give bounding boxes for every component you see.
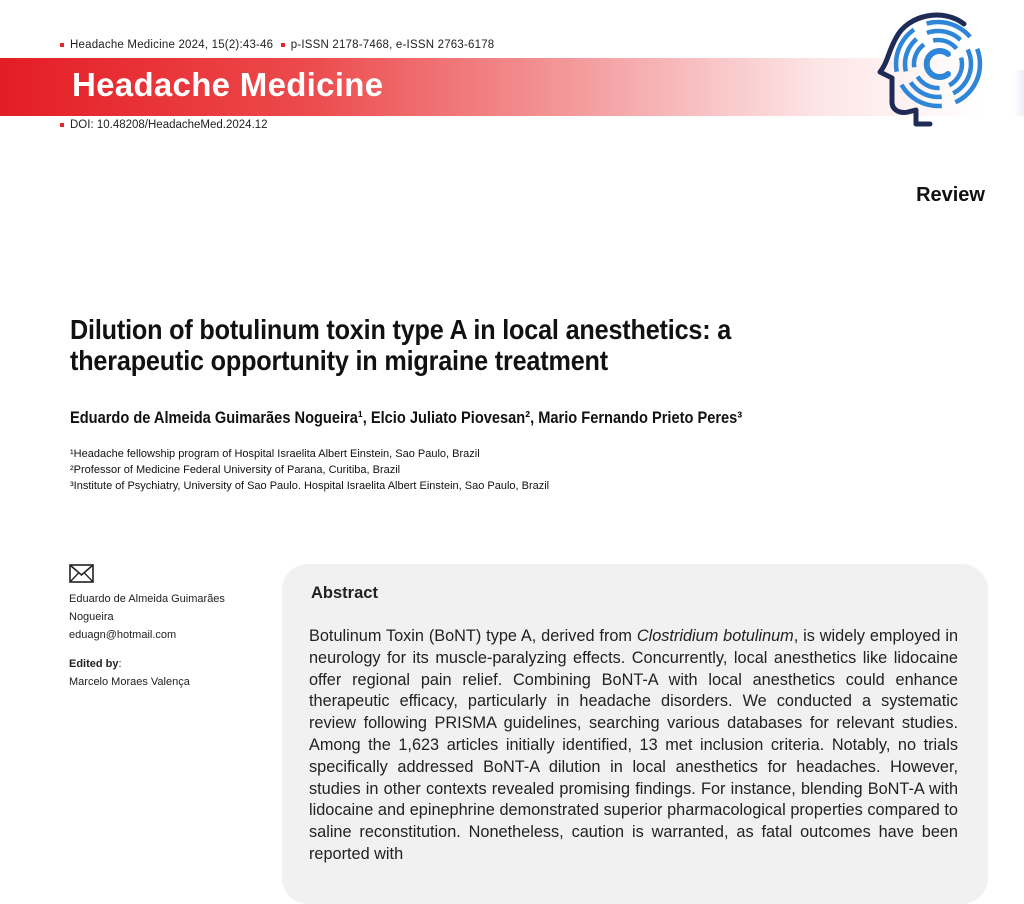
- journal-citation: Headache Medicine 2024, 15(2):43-46: [70, 39, 274, 51]
- abstract-text: [309, 626, 958, 866]
- abstract-heading: Abstract: [311, 584, 378, 602]
- corresponding-author-name: Eduardo de Almeida Guimarães Nogueira: [69, 593, 225, 623]
- abstract-italic-term: Clostridium botulinum: [636, 627, 794, 645]
- bullet-marker: [281, 43, 285, 47]
- affiliation-list: [70, 446, 549, 494]
- affiliation-item: ³Institute of Psychiatry, University of Sao Paulo. Hospital Israelita Albert Einstein, Sao Paulo, Brazil: [70, 480, 550, 492]
- author-list: Eduardo de Almeida Guimarães Nogueira¹, Elcio Juliato Piovesan², Mario Fernando Prieto Peres³: [70, 408, 743, 427]
- corresponding-author-email[interactable]: eduagn@hotmail.com: [69, 629, 177, 641]
- correspondence-panel: [69, 590, 259, 691]
- journal-head-logo-icon: [872, 10, 996, 134]
- editor-name: Marcelo Moraes Valença: [69, 676, 190, 688]
- issn-text: p-ISSN 2178-7468, e-ISSN 2763-6178: [290, 39, 495, 51]
- edited-by-colon: :: [118, 658, 122, 670]
- page-edge-shadow: [1014, 70, 1024, 116]
- envelope-icon: [69, 564, 94, 583]
- doi-link[interactable]: DOI: 10.48208/HeadacheMed.2024.12: [70, 119, 268, 131]
- doi-line: [60, 119, 268, 131]
- abstract-text-part-1: Botulinum Toxin (BoNT) type A, derived from: [309, 627, 637, 645]
- edited-by-label: Edited by: [69, 658, 119, 670]
- paper-title: Dilution of botulinum toxin type A in local anesthetics: a therapeutic opportunity in migraine treatment: [70, 314, 732, 376]
- bullet-marker: [60, 43, 64, 47]
- affiliation-item: ¹Headache fellowship program of Hospital Israelita Albert Einstein, Sao Paulo, Brazil: [70, 448, 480, 460]
- journal-name: Headache Medicine: [72, 66, 384, 103]
- bullet-marker: [60, 123, 64, 127]
- edited-by-line: [69, 655, 259, 673]
- article-type-label: Review: [916, 184, 985, 206]
- affiliation-item: ²Professor of Medicine Federal University of Parana, Curitiba, Brazil: [70, 464, 401, 476]
- abstract-text-part-2: , is widely employed in neurology for its muscle-paralyzing effects. Concurrently, local anesthetics like lidocaine offer regional pain relief. Combining BoNT-A with local anesthetics could enhance therapeutic efficacy, particularly in headache disorders. We conducted a systematic review following PRISMA guidelines, searching various databases for relevant studies. Among the 1,623 articles initially identified, 13 met inclusion criteria. Notably, no trials specifically addressed BoNT-A dilution in local anesthetics for headaches. However, studies in other contexts revealed promising findings. For instance, blending BoNT-A with lidocaine and epinephrine demonstrated superior pharmacological properties compared to saline reconstitution. Nonetheless, caution is warranted, as fatal outcomes have been reported with: [309, 627, 958, 863]
- citation-line: [60, 39, 494, 51]
